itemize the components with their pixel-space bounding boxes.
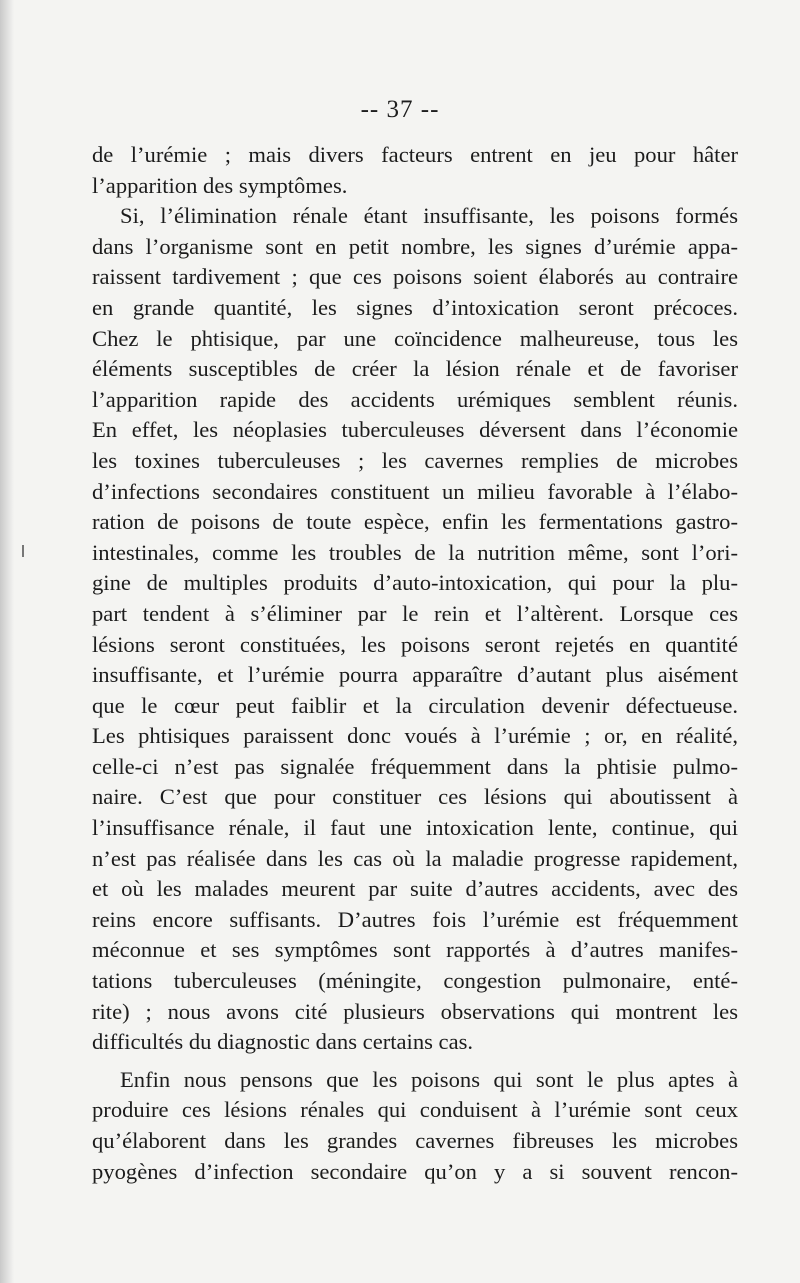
page-number: -- 37 -- [360, 96, 440, 123]
text-line: lésions seront constituées, les poisons seront rejetés en quantité [92, 631, 738, 657]
text-line: produire ces lésions rénales qui conduisent à l’urémie sont ceux [92, 1097, 738, 1123]
page-edge-shadow [0, 0, 14, 1283]
text-line: l’apparition des symptômes. [92, 172, 348, 198]
text-line: gine de multiples produits d’auto-intoxication, qui pour la plu- [92, 570, 738, 596]
text-line: les toxines tuberculeuses ; les cavernes remplies de microbes [92, 447, 738, 473]
text-line: qu’élaborent dans les grandes cavernes fibreuses les microbes [92, 1128, 738, 1153]
text-line: En effet, les néoplasies tuberculeuses déversent dans l’économie [92, 417, 738, 443]
text-line: difficultés du diagnostic dans certains cas. [92, 1029, 474, 1055]
paragraph-1 [92, 140, 738, 201]
text-line: naire. C’est que pour constituer ces lésions qui aboutissent à [92, 784, 738, 810]
text-line: éléments susceptibles de créer la lésion rénale et de favoriser [92, 356, 738, 382]
text-line: l’apparition rapide des accidents urémiques semblent réunis. [92, 386, 738, 412]
text-line: dans l’organisme sont en petit nombre, les signes d’urémie appa- [92, 233, 738, 259]
text-line: d’infections secondaires constituent un milieu favorable à l’élabo- [92, 478, 738, 504]
text-line: celle-ci n’est pas signalée fréquemment dans la phtisie pulmo- [92, 753, 738, 779]
paragraph-2 [92, 201, 738, 1058]
text-line: que le cœur peut faiblir et la circulation devenir défectueuse. [92, 692, 738, 718]
text-line: de l’urémie ; mais divers facteurs entrent en jeu pour hâter [92, 142, 738, 167]
text-line: Les phtisiques paraissent donc voués à l’urémie ; or, en réalité, [92, 723, 738, 749]
text-line: insuffisante, et l’urémie pourra apparaître d’autant plus aisément [92, 662, 738, 688]
text-line: raissent tardivement ; que ces poisons soient élaborés au contraire [92, 264, 738, 290]
text-line: rite) ; nous avons cité plusieurs observations qui montrent les [92, 998, 738, 1024]
text-line: n’est pas réalisée dans les cas où la maladie progresse rapidement, [92, 845, 738, 871]
paragraph-gap [92, 1058, 738, 1065]
text-line: pyogènes d’infection secondaire qu’on y a si souvent rencon- [92, 1158, 738, 1184]
text-line: en grande quantité, les signes d’intoxication seront précoces. [92, 294, 738, 320]
margin-mark [22, 545, 24, 557]
text-line: Si, l’élimination rénale étant insuffisante, les poisons formés [120, 203, 738, 229]
text-line: méconnue et ses symptômes sont rapportés à d’autres manifes- [92, 937, 738, 963]
text-line: intestinales, comme les troubles de la nutrition même, sont l’ori- [92, 539, 738, 565]
body-text [92, 140, 738, 1187]
text-line: Enfin nous pensons que les poisons qui sont le plus aptes à [120, 1066, 738, 1092]
text-line: et où les malades meurent par suite d’autres accidents, avec des [92, 876, 738, 902]
text-line: Chez le phtisique, par une coïncidence malheureuse, tous les [92, 325, 738, 351]
text-line: ration de poisons de toute espèce, enfin les fermentations gastro- [92, 509, 738, 535]
paragraph-3 [92, 1065, 738, 1187]
text-line: tations tuberculeuses (méningite, congestion pulmonaire, enté- [92, 968, 738, 994]
text-line: part tendent à s’éliminer par le rein et l’altèrent. Lorsque ces [92, 600, 738, 626]
text-line: reins encore suffisants. D’autres fois l’urémie est fréquemment [92, 906, 738, 932]
text-line: l’insuffisance rénale, il faut une intoxication lente, continue, qui [92, 815, 738, 841]
